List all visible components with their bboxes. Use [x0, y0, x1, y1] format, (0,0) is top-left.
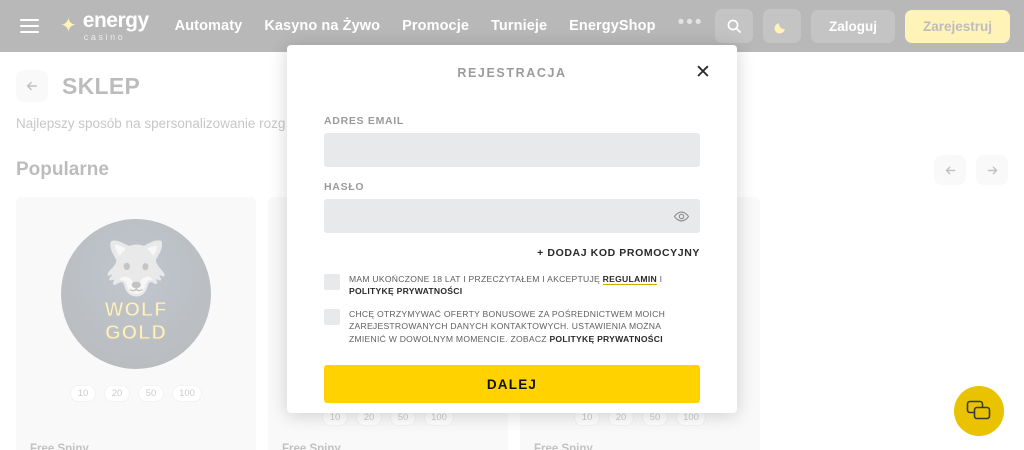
- submit-button[interactable]: DALEJ: [324, 365, 700, 403]
- privacy-policy-link-1[interactable]: POLITYKĘ PRYWATNOŚCI: [349, 286, 463, 297]
- chat-support-button[interactable]: [954, 386, 1004, 436]
- age-consent-checkbox[interactable]: [324, 274, 340, 290]
- email-field-group: [324, 115, 700, 167]
- promo-code-row: [324, 247, 700, 259]
- password-field-group: [324, 181, 700, 233]
- password-field-label: HASŁO: [324, 181, 365, 193]
- age-consent-text: [349, 273, 700, 298]
- consent-section: [324, 273, 700, 345]
- eye-icon[interactable]: [673, 208, 690, 225]
- password-input[interactable]: [324, 199, 700, 233]
- age-consent-part1: MAM UKOŃCZONE 18 LAT I PRZECZYTAŁEM I AKCEPTUJĘ: [349, 274, 600, 284]
- privacy-policy-link-2[interactable]: POLITYKĘ PRYWATNOŚCI: [549, 333, 663, 344]
- marketing-consent-text: [349, 308, 700, 345]
- marketing-consent-body: CHCĘ OTRZYMYWAĆ OFERTY BONUSOWE ZA POŚREDNICTWEM MOICH ZAREJESTROWANYCH DANYCH KONTAKTOWYCH. USTAWIENIA MOŻNA ZMIENIĆ W DOWOLNYM MOMENCIE. ZOBACZ: [349, 308, 666, 344]
- consent-marketing-row: [324, 308, 700, 345]
- age-consent-mid: I: [659, 274, 663, 284]
- email-field-label: ADRES EMAIL: [324, 115, 405, 127]
- modal-title: REJESTRACJA: [457, 66, 567, 80]
- terms-link[interactable]: REGULAMIN: [602, 274, 657, 284]
- registration-modal: [287, 45, 737, 413]
- marketing-consent-checkbox[interactable]: [324, 309, 340, 325]
- add-promo-code-link[interactable]: + DODAJ KOD PROMOCYJNY: [537, 247, 700, 259]
- modal-header: [324, 45, 711, 101]
- close-icon[interactable]: ✕: [695, 61, 711, 83]
- email-input[interactable]: [324, 133, 700, 167]
- consent-age-row: [324, 273, 700, 298]
- chat-bubble-icon: [966, 399, 992, 423]
